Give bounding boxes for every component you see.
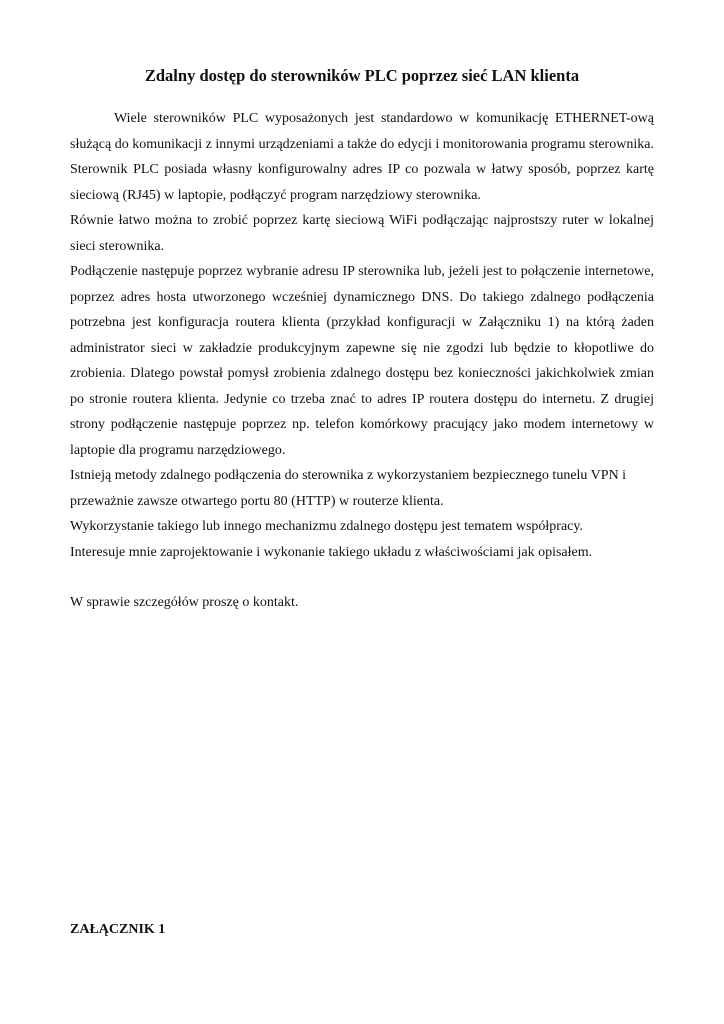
paragraph-intro: Wiele sterowników PLC wyposażonych jest standardowo w komunikację ETHERNET-ową służącą do komunikacji z innymi urządzeniami a także do edycji i monitorowania programu sterownika. — [70, 111, 654, 152]
paragraph-contact: W sprawie szczegółów proszę o kontakt. — [70, 595, 299, 610]
paragraph-connection: Podłączenie następuje poprzez wybranie adresu IP sterownika lub, jeżeli jest to połączenie internetowe, poprzez adres hosta utworzonego wcześniej dynamicznego DNS. Do takiego zdalnego podłączenia potrzebna jest konfiguracja routera klienta (przykład konfiguracji w Załączniku 1) na którą żaden administrator sieci w zakładzie produkcyjnym zapewne się nie zgodzi lub będzie to kłopotliwe do zrobienia. Dlatego powstał pomysł zrobienia zdalnego dostępu bez konieczności jakichkolwiek zmian po stronie routera klienta. Jedynie co trzeba znać to adres IP routera dostępu do internetu. Z drugiej strony podłączenie następuje poprzez np. telefon komórkowy pracujący jako modem internetowy w laptopie dla programu narzędziowego. — [70, 264, 654, 458]
paragraph-wifi: Równie łatwo można to zrobić poprzez kartę sieciową WiFi podłączając najprostszy ruter w lokalnej sieci sterownika. — [70, 213, 654, 254]
document-body — [70, 106, 654, 616]
paragraph-cooperation: Wykorzystanie takiego lub innego mechanizmu zdalnego dostępu jest tematem współpracy. — [70, 519, 583, 534]
paragraph-ip-address: Sterownik PLC posiada własny konfigurowalny adres IP co pozwala w łatwy sposób, poprzez kartę sieciową (RJ45) w laptopie, podłączyć program narzędziowy sterownika. — [70, 162, 654, 203]
paragraph-interest: Interesuje mnie zaprojektowanie i wykonanie takiego układu z właściwościami jak opisałem. — [70, 544, 593, 560]
annex-heading: ZAŁĄCZNIK 1 — [70, 922, 166, 937]
paragraph-vpn: Istnieją metody zdalnego podłączenia do sterownika z wykorzystaniem bezpiecznego tunelu VPN i przeważnie zawsze otwartego portu 80 (HTTP) w routerze klienta. — [70, 468, 627, 509]
document-title: Zdalny dostęp do sterowników PLC poprzez sieć LAN klienta — [144, 66, 580, 85]
